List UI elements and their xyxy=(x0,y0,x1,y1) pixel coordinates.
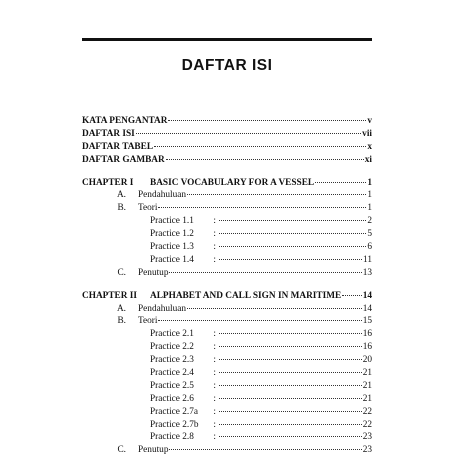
colon: : xyxy=(213,393,216,404)
dot-leader xyxy=(168,112,366,121)
toc-section-2c[interactable] xyxy=(82,443,372,456)
dot-leader xyxy=(219,403,362,412)
dot-leader xyxy=(219,351,362,360)
dot-leader xyxy=(169,264,361,273)
section-label: Teori xyxy=(138,203,158,214)
practice-label: Practice 2.6 xyxy=(150,393,194,404)
toc-page-number: 23 xyxy=(362,445,372,456)
section-letter: B. xyxy=(117,203,126,214)
toc-page-number: x xyxy=(367,141,372,152)
toc-page-number: 13 xyxy=(362,267,372,278)
section-letter: B. xyxy=(117,316,126,327)
toc-page-number: 6 xyxy=(367,242,372,253)
dot-leader xyxy=(315,174,366,183)
dot-leader xyxy=(219,390,362,399)
section-label: Penutup xyxy=(138,267,169,278)
toc-page-number: 14 xyxy=(362,303,372,314)
dot-leader xyxy=(158,312,361,321)
toc-page-number: v xyxy=(367,116,372,126)
section-label: Penutup xyxy=(138,445,169,456)
practice-label: Practice 2.3 xyxy=(150,355,194,366)
practice-label: Practice 1.3 xyxy=(150,242,194,253)
toc-page-number: vii xyxy=(362,128,372,139)
toc-entry-label: DAFTAR GAMBAR xyxy=(82,154,165,165)
section-letter: A. xyxy=(116,303,126,314)
toc-page-number: 16 xyxy=(362,329,372,340)
practice-label: Practice 2.5 xyxy=(150,380,194,391)
section-label: Pendahuluan xyxy=(138,303,187,314)
dot-leader xyxy=(166,151,364,160)
toc-entry-daftar-gambar[interactable] xyxy=(82,153,372,166)
page-title: DAFTAR ISI xyxy=(181,57,273,74)
section-letter: C. xyxy=(117,445,126,456)
colon: : xyxy=(213,419,216,430)
spacer xyxy=(82,279,372,289)
toc-page-number: 15 xyxy=(362,316,372,327)
colon: : xyxy=(213,329,216,340)
colon: : xyxy=(213,432,216,443)
chapter-number: CHAPTER I xyxy=(82,177,134,188)
dot-leader xyxy=(219,338,362,347)
colon: : xyxy=(213,380,216,391)
practice-label: Practice 2.7b xyxy=(150,419,199,430)
top-rule xyxy=(82,38,372,41)
chapter-title: BASIC VOCABULARY FOR A VESSEL xyxy=(150,177,315,188)
colon: : xyxy=(213,242,216,253)
dot-leader xyxy=(187,300,362,309)
dot-leader xyxy=(219,238,366,247)
toc-page-number: 22 xyxy=(362,419,372,430)
practice-label: Practice 1.4 xyxy=(150,254,194,265)
chapter-number: CHAPTER II xyxy=(82,290,138,301)
dot-leader xyxy=(219,364,362,373)
toc-entry-label: KATA PENGANTAR xyxy=(82,116,168,126)
dot-leader xyxy=(219,377,362,386)
section-label: Pendahuluan xyxy=(138,190,187,201)
section-letter: C. xyxy=(117,267,126,278)
toc-page-number: 14 xyxy=(362,290,372,301)
dot-leader xyxy=(219,225,366,234)
toc-page-number: xi xyxy=(364,154,372,165)
dot-leader xyxy=(219,428,362,437)
colon: : xyxy=(213,355,216,366)
colon: : xyxy=(213,342,216,353)
toc-page-number: 21 xyxy=(362,368,372,379)
table-of-contents xyxy=(82,114,372,456)
dot-leader xyxy=(158,199,366,208)
dot-leader xyxy=(219,212,366,221)
toc-page-number: 16 xyxy=(362,342,372,353)
practice-label: Practice 2.8 xyxy=(150,432,194,443)
toc-page-number: 21 xyxy=(362,393,372,404)
colon: : xyxy=(213,216,216,227)
dot-leader xyxy=(219,416,362,425)
toc-page-number: 11 xyxy=(363,254,372,265)
toc-entry-label: DAFTAR TABEL xyxy=(82,141,154,152)
dot-leader xyxy=(342,287,361,296)
toc-page-number: 1 xyxy=(367,190,372,201)
practice-label: Practice 2.4 xyxy=(150,368,194,379)
practice-label: Practice 2.2 xyxy=(150,342,194,353)
dot-leader xyxy=(154,138,366,147)
toc-page-number: 22 xyxy=(362,406,372,417)
toc-entry-label: DAFTAR ISI xyxy=(82,128,135,139)
toc-page-number: 23 xyxy=(362,432,372,443)
dot-leader xyxy=(219,325,362,334)
colon: : xyxy=(213,406,216,417)
toc-page-number: 1 xyxy=(367,177,372,188)
practice-label: Practice 2.7a xyxy=(150,406,199,417)
practice-label: Practice 1.1 xyxy=(150,216,194,227)
practice-label: Practice 2.1 xyxy=(150,329,194,340)
toc-section-1c[interactable] xyxy=(82,266,372,279)
toc-page-number: 5 xyxy=(367,229,372,240)
practice-label: Practice 1.2 xyxy=(150,229,194,240)
colon: : xyxy=(213,254,216,265)
dot-leader xyxy=(219,251,362,260)
chapter-title: ALPHABET AND CALL SIGN IN MARITIME xyxy=(150,290,342,301)
colon: : xyxy=(213,368,216,379)
toc-page-number: 2 xyxy=(367,216,372,227)
toc-page-number: 1 xyxy=(367,203,372,214)
toc-page-number: 20 xyxy=(362,355,372,366)
dot-leader xyxy=(187,186,366,195)
section-letter: A. xyxy=(116,190,126,201)
dot-leader xyxy=(169,441,361,450)
dot-leader xyxy=(136,125,361,134)
section-label: Teori xyxy=(138,316,158,327)
toc-page-number: 21 xyxy=(362,380,372,391)
colon: : xyxy=(213,229,216,240)
